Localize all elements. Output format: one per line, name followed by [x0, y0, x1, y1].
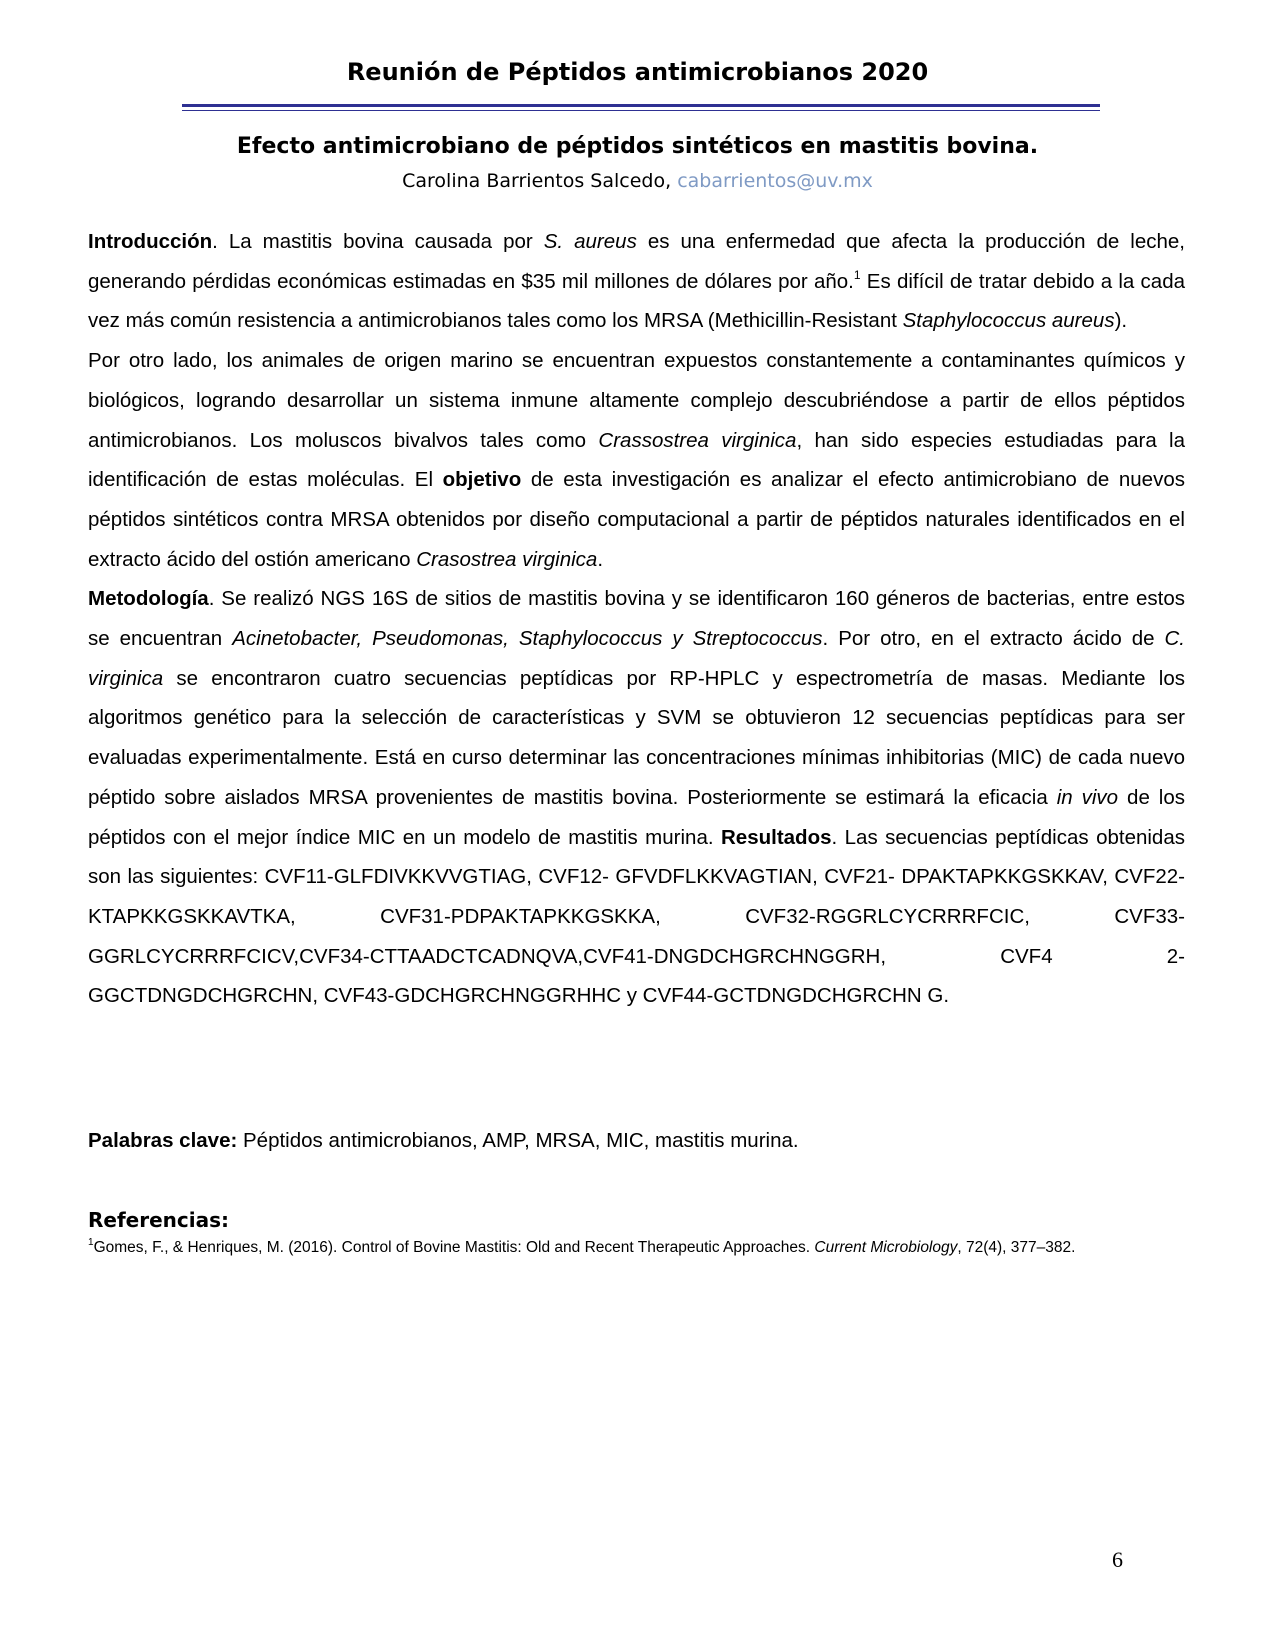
reference-journal: Current Microbiology	[814, 1239, 958, 1256]
in-vivo-term: in vivo	[1056, 785, 1119, 809]
author-email-link[interactable]: cabarrientos@uv.mx	[677, 170, 873, 192]
intro-label: Introducción	[88, 230, 213, 253]
keywords-text: Péptidos antimicrobianos, AMP, MRSA, MIC, mastitis murina.	[237, 1129, 799, 1152]
text-run: . Se realizó NGS 16S de sitios de mastitis bovina y se identificaron 160 géneros de bacterias, entre estos se encuentran	[88, 587, 1185, 651]
text-run: de esta investigación es analizar el efecto antimicrobiano de nuevos péptidos sintéticos contra MRSA obtenidos por diseño computacional a partir de péptidos naturales identificados en el extracto ácido del ostión americano	[88, 468, 1185, 571]
text-run: es una enfermedad que afecta la producción de leche, generando pérdidas económicas estimadas en $35 mil millones de dólares por año.	[88, 230, 1186, 293]
text-run: , han sido especies estudiadas para la identificación de estas moléculas. El	[88, 428, 1186, 492]
text-run: Por otro lado, los animales de origen marino se encuentran expuestos constantemente a contaminantes químicos y biológicos, logrando desarrollar un sistema inmune altamente complejo descubriéndose a partir de ellos péptidos antimicrobianos. Los moluscos bivalvos tales como	[88, 349, 1185, 452]
header-rule-thick	[182, 104, 1100, 107]
intro-paragraph	[88, 222, 1185, 341]
author-line	[0, 170, 1275, 192]
species-name: Staphylococcus aureus	[902, 309, 1115, 333]
reference-tail: , 72(4), 377–382.	[957, 1239, 1076, 1256]
text-run: Es difícil de tratar debido a la cada vez más común resistencia a antimicrobianos tales como los MRSA (Methicillin-Resistant	[88, 269, 1186, 333]
species-name: S. aureus	[543, 230, 637, 253]
species-name: C. virginica	[88, 627, 1185, 690]
genera-names: Acinetobacter, Pseudomonas, Staphylococcus y Streptococcus	[232, 627, 823, 651]
species-name: Crasostrea virginica	[416, 547, 598, 571]
results-label: Resultados	[721, 825, 832, 849]
objective-label: objetivo	[442, 468, 522, 492]
text-run: . La mastitis bovina causada por	[212, 230, 544, 253]
text-run: de los péptidos con el mejor índice MIC en un modelo de mastitis murina.	[88, 785, 1186, 849]
conference-header-title: Reunión de Péptidos antimicrobianos 2020	[346, 58, 929, 86]
reference-text: Gomes, F., & Henriques, M. (2016). Control of Bovine Mastitis: Old and Recent Therapeutic Approaches.	[93, 1239, 815, 1256]
species-name: Crassostrea virginica	[598, 428, 797, 452]
reference-marker: 1	[88, 1237, 94, 1248]
abstract-body	[88, 222, 1185, 1016]
footnote-marker: 1	[853, 267, 861, 282]
paper-title: Efecto antimicrobiano de péptidos sintéticos en mastitis bovina.	[236, 134, 1039, 159]
text-run: se encontraron cuatro secuencias peptídicas por RP-HPLC y espectrometría de masas. Mediante los algoritmos genético para la selección de características y SVM se obtuvieron 12 secuencias peptídicas para ser evaluadas experimentalmente. Está en curso determinar las concentraciones mínimas inhibitorias (MIC) de cada nuevo péptido sobre aislados MRSA provenientes de mastitis bovina. Posteriormente se estimará la eficacia	[88, 666, 1185, 809]
marine-paragraph	[88, 341, 1185, 1016]
reference-entry	[88, 1238, 1185, 1258]
references-heading: Referencias:	[88, 1208, 230, 1232]
text-run: . Las secuencias peptídicas obtenidas son las siguientes: CVF11-GLFDIVKKVVGTIAG, CVF12- GFVDFLKKVAGTIAN, CVF21- DPAKTAPKKGSKKAV, CVF22-KTAPKKGSKKAVTKA, CVF31-PDPAKTAPKKGSKKA, CVF32-RGGRLCYCRRRFCIC, CVF33-GGRLCYCRRRFCICV,CVF34-CTTAADCTCADNQVA,CVF41-DNGDCHGRCHNGGRH, CVF4 2-GGCTDNGDCHGRCHN, CVF43-GDCHGRCHNGGRHHC y CVF44-GCTDNGDCHGRCHN G.	[88, 825, 1185, 1008]
text-run: . Por otro, en el extracto ácido de	[822, 627, 1165, 651]
text-run: ).	[1114, 309, 1128, 333]
text-run: .	[597, 547, 604, 571]
author-name: Carolina Barrientos Salcedo,	[402, 170, 678, 192]
methodology-label: Metodología	[88, 587, 209, 611]
page-number: 6	[1112, 1547, 1123, 1572]
keywords-line	[88, 1126, 1185, 1156]
keywords-label: Palabras clave:	[88, 1129, 238, 1152]
header-rule-thin	[182, 110, 1100, 111]
